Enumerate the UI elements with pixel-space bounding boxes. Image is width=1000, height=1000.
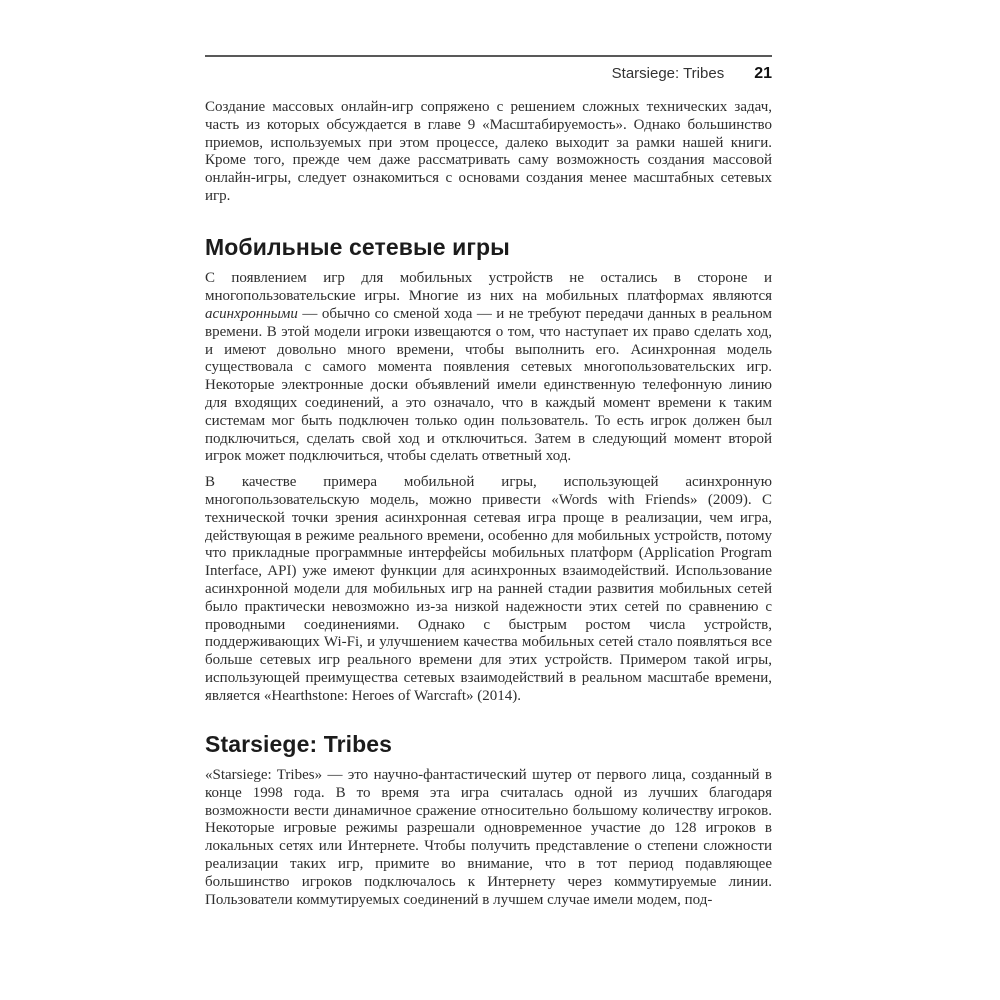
paragraph-intro-online-games: Создание массовых онлайн-игр сопряжено с решением сложных технических задач, часть из которых обсуждается в главе 9 «Масштабируемость». Однако большинство приемов, используемых при этом процессе, далеко выходит за рамки нашей книги. Кроме того, прежде чем даже рассматривать саму возможность создания массовой онлайн-игры, следует ознакомиться с основами создания менее масштабных сетевых игр. — [205, 99, 772, 204]
paragraph-async-model-lead: С появлением игр для мобильных устройств не остались в стороне и многопользовательские игры. Многие из них на мобильных платформах являются — [205, 270, 772, 305]
paragraph-async-model — [205, 270, 772, 466]
section-heading-mobile-network-games: Мобильные сетевые игры — [205, 233, 510, 260]
running-head-title: Starsiege: Tribes — [611, 65, 725, 82]
italic-term-asynchronous: асинхронными — [205, 305, 298, 322]
paragraph-async-model-rest: — обычно со сменой хода — и не требуют передачи данных в реальном времени. В этой модели игроки извещаются о том, что наступает их право сделать ход, и имеют довольно много времени, чтобы выполнить его. Асинхронная модель существовала с самого момента появления сетевых многопользовательских игр. Некоторые электронные доски объявлений имели единственную телефонную линию для входящих соединений, а это означало, что в каждый момент времени к таким системам мог быть подключен только один пользователь. То есть игрок должен был подключиться, сделать свой ход и отключиться. Затем в следующий момент второй игрок может подключиться, чтобы сделать ответный ход. — [205, 305, 772, 465]
paragraph-mobile-examples: В качестве примера мобильной игры, использующей асинхронную многопользовательскую модель, можно привести «Words with Friends» (2009). С технической точки зрения асинхронная сетевая игра проще в реализации, чем игра, действующая в режиме реального времени, особенно для мобильных устройств, потому что прикладные программные интерфейсы мобильных платформ (Application Program Interface, API) уже имеют функции для асинхронных взаимодействий. Использование асинхронной модели для мобильных игр на ранней стадии развития мобильных сетей было практически невозможно из-за низкой надежности этих сетей по сравнению с проводными соединениями. Однако с быстрым ростом числа устройств, поддерживающих Wi-Fi, и улучшением качества мобильных сетей стало появляться все больше сетевых игр реального времени для этих устройств. Примером такой игры, использующей преимущества сетевых взаимодействий в реальном масштабе времени, является «Hearthstone: Heroes of Warcraft» (2014). — [205, 474, 772, 704]
section-heading-starsiege-tribes: Starsiege: Tribes — [205, 730, 393, 757]
content-column — [205, 55, 772, 909]
page-number: 21 — [754, 65, 772, 82]
page-body — [205, 99, 772, 909]
page-header — [205, 55, 772, 83]
paragraph-starsiege-description: «Starsiege: Tribes» — это научно-фантастический шутер от первого лица, созданный в конце 1998 года. В то время эта игра считалась одной из лучших благодаря возможности вести динамичное сражение относительно большому количеству игроков. Некоторые игровые режимы разрешали одновременное участие до 128 игроков в локальных сетях или Интернете. Чтобы получить представление о степени сложности реализации таких игр, примите во внимание, что в тот период подавляющее большинство игроков подключалось к Интернету через коммутируемые линии. Пользователи коммутируемых соединений в лучшем случае имели модем, под- — [205, 767, 772, 908]
